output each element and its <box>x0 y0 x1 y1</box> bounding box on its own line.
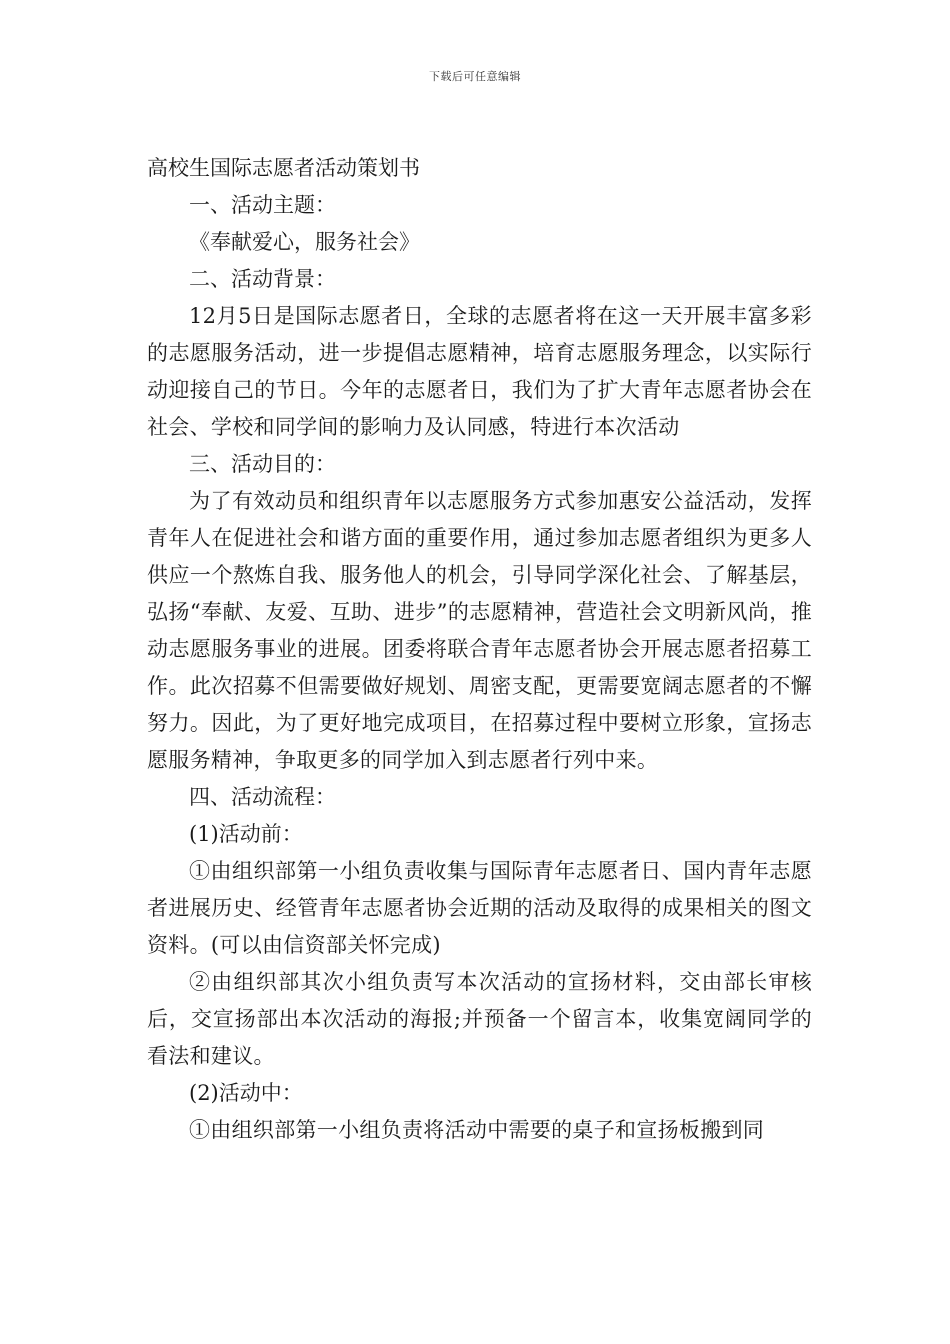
section-1-theme: 《奉献爱心，服务社会》 <box>189 230 420 254</box>
document-body <box>147 150 812 1149</box>
phase-2-item-1: ①由组织部第一小组负责将活动中需要的桌子和宣扬板搬到同 <box>189 1118 765 1142</box>
phase-1-item-1: ①由组织部第一小组负责收集与国际青年志愿者日、国内青年志愿者进展历史、经管青年志愿者协会近期的活动及取得的成果相关的图文资料。(可以由信资部关怀完成) <box>147 859 812 957</box>
section-3-heading: 三、活动目的： <box>189 452 336 476</box>
phase-1-item-2: ②由组织部其次小组负责写本次活动的宣扬材料，交由部长审核后，交宣扬部出本次活动的海报;并预备一个留言本，收集宽阔同学的看法和建议。 <box>147 970 812 1068</box>
section-1-heading: 一、活动主题： <box>189 193 336 217</box>
page-header-note: 下载后可任意编辑 <box>429 70 521 83</box>
phase-1-label: (1)活动前： <box>189 822 303 846</box>
section-3-paragraph: 为了有效动员和组织青年以志愿服务方式参加惠安公益活动，发挥青年人在促进社会和谐方面的重要作用，通过参加志愿者组织为更多人供应一个熬炼自我、服务他人的机会，引导同学深化社会、了解基层，弘扬“奉献、友爱、互助、进步”的志愿精神，营造社会文明新风尚，推动志愿服务事业的进展。团委将联合青年志愿者协会开展志愿者招募工作。此次招募不但需要做好规划、周密支配，更需要宽阔志愿者的不懈努力。因此，为了更好地完成项目，在招募过程中要树立形象，宣扬志愿服务精神，争取更多的同学加入到志愿者行列中来。 <box>147 489 812 772</box>
section-2-heading: 二、活动背景： <box>189 267 336 291</box>
document-title: 高校生国际志愿者活动策划书 <box>147 156 420 180</box>
section-2-paragraph: 12月5日是国际志愿者日，全球的志愿者将在这一天开展丰富多彩的志愿服务活动，进一步提倡志愿精神，培育志愿服务理念，以实际行动迎接自己的节日。今年的志愿者日，我们为了扩大青年志愿者协会在社会、学校和同学间的影响力及认同感，特进行本次活动 <box>147 304 812 439</box>
phase-2-label: (2)活动中： <box>189 1081 303 1105</box>
section-4-heading: 四、活动流程： <box>189 785 336 809</box>
